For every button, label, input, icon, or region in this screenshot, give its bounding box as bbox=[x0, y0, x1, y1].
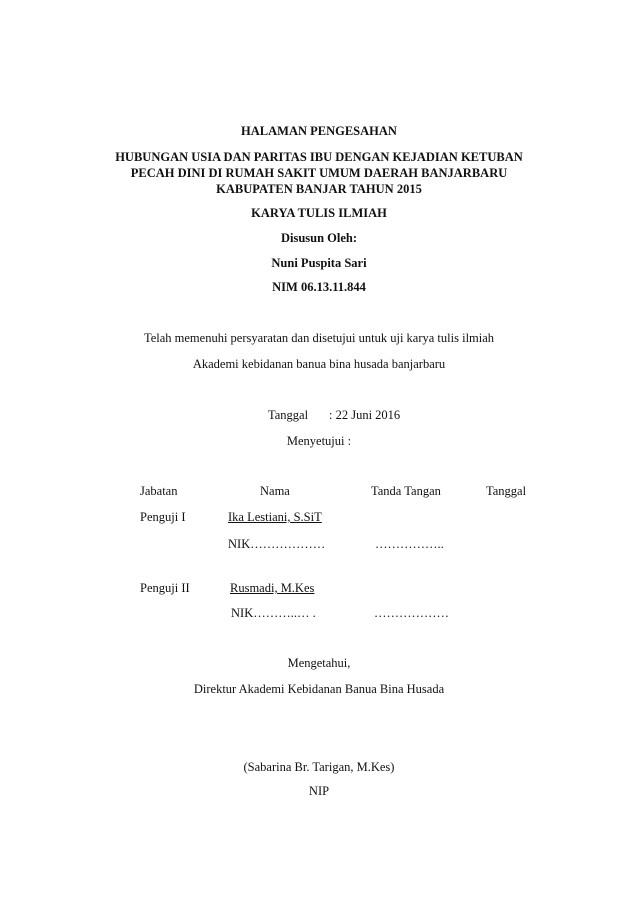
statement-line-1: Telah memenuhi persyaratan dan disetujui untuk uji karya tulis ilmiah bbox=[143, 331, 495, 345]
nip-label: NIP bbox=[308, 784, 330, 798]
date-value: : 22 Juni 2016 bbox=[329, 408, 401, 422]
compiled-by-label: Disusun Oleh: bbox=[280, 231, 358, 245]
header-signature: Tanda Tangan bbox=[371, 484, 441, 498]
acknowledged-label: Mengetahui, bbox=[287, 656, 351, 670]
doc-type: KARYA TULIS ILMIAH bbox=[251, 206, 387, 220]
row-1-signature-dots: …………….. bbox=[375, 537, 444, 551]
title-line-1: HUBUNGAN USIA DAN PARITAS IBU DENGAN KEJADIAN KETUBAN bbox=[115, 150, 523, 164]
row-2-nik: NIK………..… . bbox=[231, 606, 316, 620]
title-line-2: PECAH DINI DI RUMAH SAKIT UMUM DAERAH BANJARBARU bbox=[130, 166, 508, 180]
statement-line-2: Akademi kebidanan banua bina husada banjarbaru bbox=[192, 357, 446, 371]
author-name: Nuni Puspita Sari bbox=[271, 256, 367, 270]
approved-label: Menyetujui : bbox=[286, 434, 352, 448]
header-position: Jabatan bbox=[140, 484, 178, 498]
header-date: Tanggal bbox=[486, 484, 527, 498]
row-1-name: Ika Lestiani, S.SiT bbox=[228, 510, 322, 524]
row-2-position: Penguji II bbox=[140, 581, 190, 595]
row-1-position: Penguji I bbox=[140, 510, 186, 524]
date-label: Tanggal bbox=[268, 408, 309, 422]
row-2-signature-dots: ……………… bbox=[374, 606, 449, 620]
director-title: Direktur Akademi Kebidanan Banua Bina Husada bbox=[193, 682, 445, 696]
header-name: Nama bbox=[260, 484, 290, 498]
row-2-name: Rusmadi, M.Kes bbox=[230, 581, 315, 595]
director-name: (Sabarina Br. Tarigan, M.Kes) bbox=[243, 760, 395, 774]
title-line-3: KABUPATEN BANJAR TAHUN 2015 bbox=[216, 182, 422, 196]
author-nim: NIM 06.13.11.844 bbox=[272, 280, 366, 294]
row-1-nik: NIK……………… bbox=[228, 537, 326, 551]
page-heading: HALAMAN PENGESAHAN bbox=[241, 124, 397, 138]
